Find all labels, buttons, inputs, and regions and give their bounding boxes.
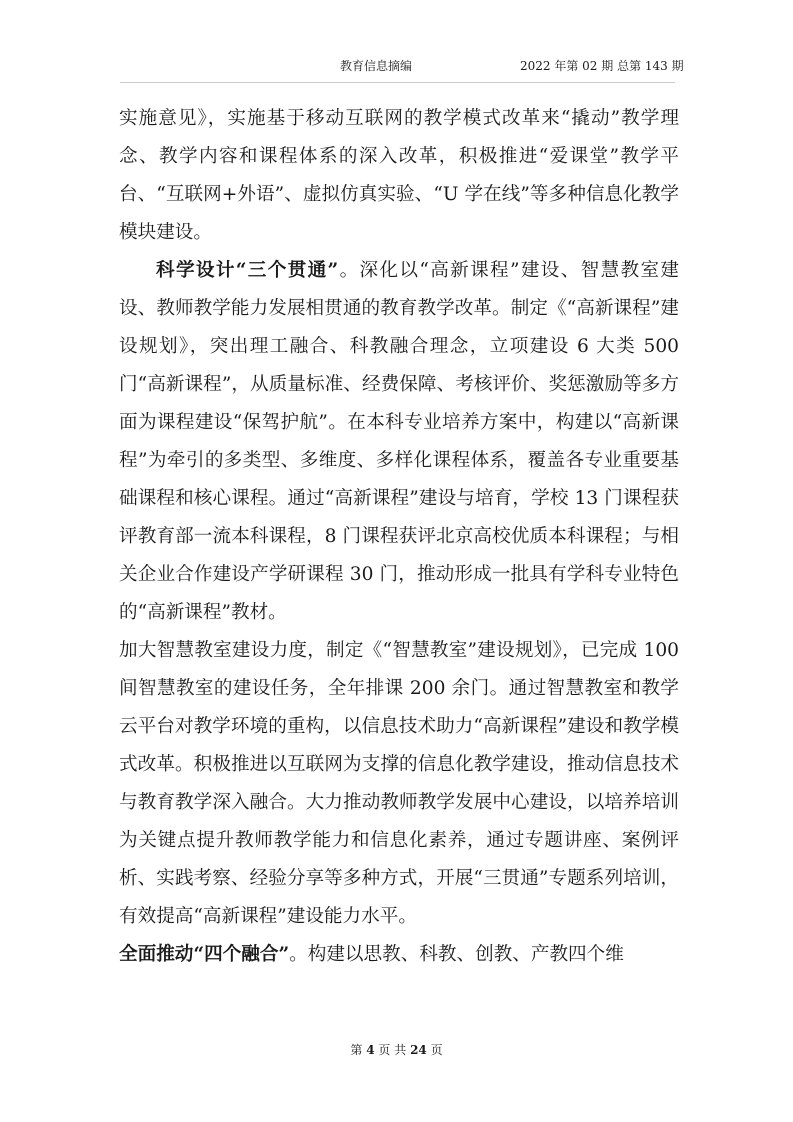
document-body xyxy=(119,100,679,974)
page-number: 4 xyxy=(366,1043,375,1057)
publication-title: 教育信息摘编 xyxy=(340,59,413,73)
header-divider xyxy=(120,82,675,83)
paragraph-2-body: 。深化以“高新课程”建设、智慧教室建设、教师教学能力发展相贯通的教育教学改革。制定《“高新课程”建设规划》，突出理工融合、科教融合理念，立项建设 6 大类 500 门“高新课程”，从质量标准、经费保障、考核评价、奖惩激励等多方面为课程建设“保驾护航”。在本科专业培养方案中，构建以“高新课程”为牵引的多类型、多维度、多样化课程体系，覆盖各专业重要基础课程和核心课程。通过“高新课程”建设与培育，学校 13 门课程获评教育部一流本科课程，8 门课程获评北京高校优质本科课程；与相关企业合作建设产学研课程 30 门，推动形成一批具有学科专业特色的“高新课程”教材。 xyxy=(119,260,680,623)
page-prefix: 第 xyxy=(350,1043,363,1057)
page-mid: 页 共 xyxy=(378,1043,407,1057)
paragraph-2 xyxy=(119,252,679,632)
page-header xyxy=(0,56,793,76)
section-heading-four-integrations: 全面推动“四个融合” xyxy=(119,944,290,965)
paragraph-1: 实施意见》，实施基于移动互联网的教学模式改革来“撬动”教学理念、教学内容和课程体系的深入改革，积极推进“爱课堂”教学平台、“互联网+外语”、虚拟仿真实验、“U 学在线”等多种信息化教学模块建设。 xyxy=(119,108,679,243)
paragraph-4 xyxy=(119,936,679,974)
page-footer xyxy=(0,1040,793,1060)
paragraph-4-body: 。构建以思教、科教、创教、产教四个维 xyxy=(289,944,624,965)
page-suffix: 页 xyxy=(430,1043,443,1057)
paragraph-3: 加大智慧教室建设力度，制定《“智慧教室”建设规划》，已完成 100 间智慧教室的建设任务，全年排课 200 余门。通过智慧教室和教学云平台对教学环境的重构，以信息技术助力“高新课程”建设和教学模式改革。积极推进以互联网为支撑的信息化教学建设，推动信息技术与教育教学深入融合。大力推动教师教学发展中心建设，以培养培训为关键点提升教师教学能力和信息化素养，通过专题讲座、案例评析、实践考察、经验分享等多种方式，开展“三贯通”专题系列培训，有效提高“高新课程”建设能力水平。 xyxy=(119,640,679,927)
page-total: 24 xyxy=(410,1043,427,1057)
issue-number: 2022 年第 02 期 总第 143 期 xyxy=(520,59,684,73)
section-heading-three-links: 科学设计“三个贯通” xyxy=(156,260,339,281)
